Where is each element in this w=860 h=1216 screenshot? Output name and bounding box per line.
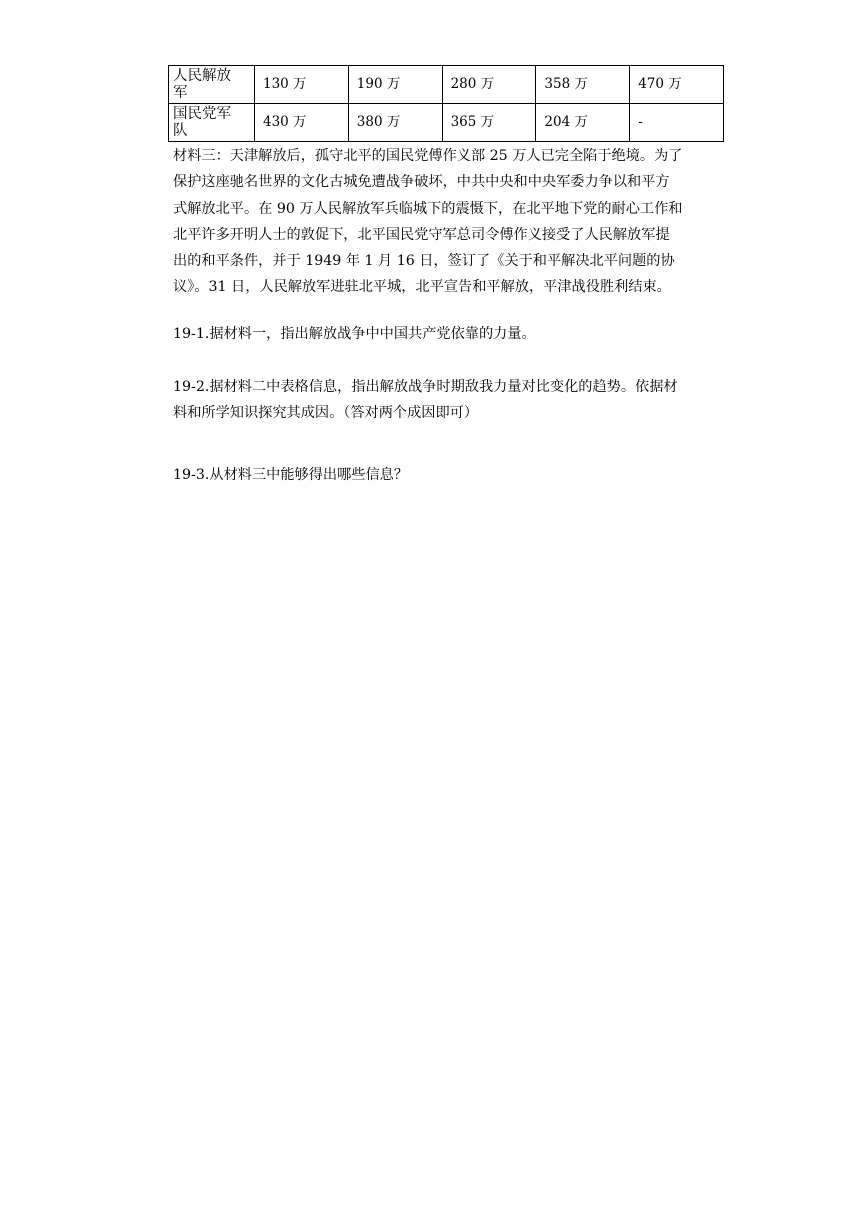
table-row	[169, 104, 724, 142]
row-header-kmt	[169, 104, 255, 142]
table-cell: 190 万	[348, 66, 442, 104]
table-cell: 365 万	[442, 104, 536, 142]
row-header-pla	[169, 66, 255, 104]
forces-comparison-table	[168, 65, 724, 142]
row-header-line: 人民解放	[173, 67, 231, 84]
table-cell: 430 万	[255, 104, 349, 142]
table-cell: 130 万	[255, 66, 349, 104]
question-line: 料和所学知识探究其成因。（答对两个成因即可）	[173, 405, 479, 422]
paragraph-line: 材料三：天津解放后，孤守北平的国民党傅作义部 25 万人已完全陷于绝境。为了	[173, 148, 683, 164]
table-cell: -	[630, 104, 724, 142]
table-cell: 470 万	[630, 66, 724, 104]
table-cell: 280 万	[442, 66, 536, 104]
paragraph-line: 北平许多开明人士的敦促下，北平国民党守军总司令傅作义接受了人民解放军提	[173, 226, 670, 243]
material-three-paragraph	[173, 143, 721, 301]
table-cell: 204 万	[536, 104, 630, 142]
row-header-line: 国民党军	[173, 105, 231, 122]
question-19-1: 19-1.据材料一，指出解放战争中中国共产党依靠的力量。	[173, 326, 536, 342]
row-header-line: 军	[173, 84, 188, 101]
question-19-3: 19-3.从材料三中能够得出哪些信息？	[173, 467, 409, 483]
table-cell: 380 万	[348, 104, 442, 142]
row-header-line: 队	[173, 122, 188, 139]
table-row	[169, 66, 724, 104]
question-19-2	[173, 374, 733, 427]
paragraph-line: 出的和平条件，并于 1949 年 1 月 16 日，签订了《关于和平解决北平问题的协	[173, 253, 675, 270]
question-line: 19-2.据材料二中表格信息，指出解放战争时期敌我力量对比变化的趋势。依据材	[173, 379, 678, 395]
paragraph-line: 式解放北平。在 90 万人民解放军兵临城下的震慑下，在北平地下党的耐心工作和	[173, 200, 683, 217]
paragraph-line: 保护这座驰名世界的文化古城免遭战争破坏，中共中央和中央军委力争以和平方	[173, 174, 670, 191]
paragraph-line: 议》。31 日，人民解放军进驻北平城，北平宣告和平解放，平津战役胜利结束。	[173, 279, 671, 296]
table-cell: 358 万	[536, 66, 630, 104]
